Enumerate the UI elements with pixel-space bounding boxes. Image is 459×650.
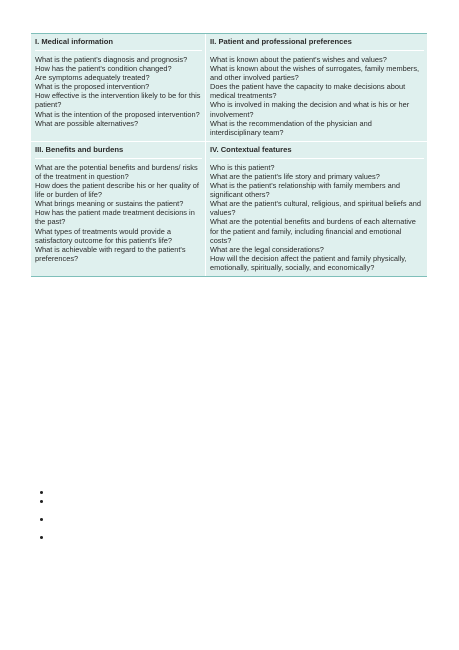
preferences-question: What is the recommendation of the physician and interdisciplinary team? [210,118,372,137]
medical-question: What are possible alternatives? [35,118,139,128]
ethics-framework-table [31,33,427,277]
medical-question: What is the proposed intervention? [35,82,150,92]
benefits-question: How does the patient describe his or her quality of life or burden of life? [35,181,199,200]
benefits-heading: III. Benefits and burdens [35,145,202,159]
contextual-question: What are the legal considerations? [210,244,324,254]
medical-question: What is the patient's diagnosis and prognosis? [35,55,188,64]
benefits-question: What is achievable with regard to the patient's preferences? [35,244,186,263]
contextual-cell [205,141,427,276]
benefits-question: What types of treatments would provide a satisfactory outcome for this patient's life? [35,226,172,245]
preferences-question: Who is involved in making the decision and what is his or her involvement? [210,100,410,119]
preferences-question: What is known about the wishes of surrogates, family members, and other involved parties? [210,64,420,83]
preferences-heading: II. Patient and professional preferences [210,37,424,51]
contextual-question: What are the patient's life story and primary values? [210,171,380,181]
benefits-cell [31,141,205,276]
contextual-heading: IV. Contextual features [210,145,424,159]
medical-question: What is the intention of the proposed intervention? [35,109,200,119]
bullet-dot [40,491,43,494]
medical-information-cell [31,34,205,141]
bullet-dot [40,518,43,521]
bullet-dot [40,500,43,503]
contextual-question: Who is this patient? [210,162,275,172]
bullet-dot [40,536,43,539]
contextual-question: What is the patient's relationship with family members and significant others? [210,181,400,200]
medical-question: How has the patient's condition changed? [35,64,172,74]
medical-question: Are symptoms adequately treated? [35,73,150,83]
contextual-question: What are the potential benefits and burdens of each alternative for the patient and family, including financial and emotional costs? [210,217,416,245]
preferences-question: Does the patient have the capacity to make decisions about medical treatments? [210,82,406,101]
preferences-cell [205,34,427,141]
contextual-question: How will the decision affect the patient and family physically, emotionally, spiritually, socially, and economically? [210,253,407,272]
medical-information-heading: I. Medical information [35,37,202,51]
preferences-question: What is known about the patient's wishes and values? [210,55,387,64]
benefits-question: What are the potential benefits and burdens/ risks of the treatment in question? [35,162,198,181]
benefits-question: What brings meaning or sustains the patient? [35,199,184,209]
contextual-question: What are the patient's cultural, religious, and spiritual beliefs and values? [210,199,421,218]
medical-question: How effective is the intervention likely to be for this patient? [35,91,201,110]
benefits-question: How has the patient made treatment decisions in the past? [35,208,195,227]
